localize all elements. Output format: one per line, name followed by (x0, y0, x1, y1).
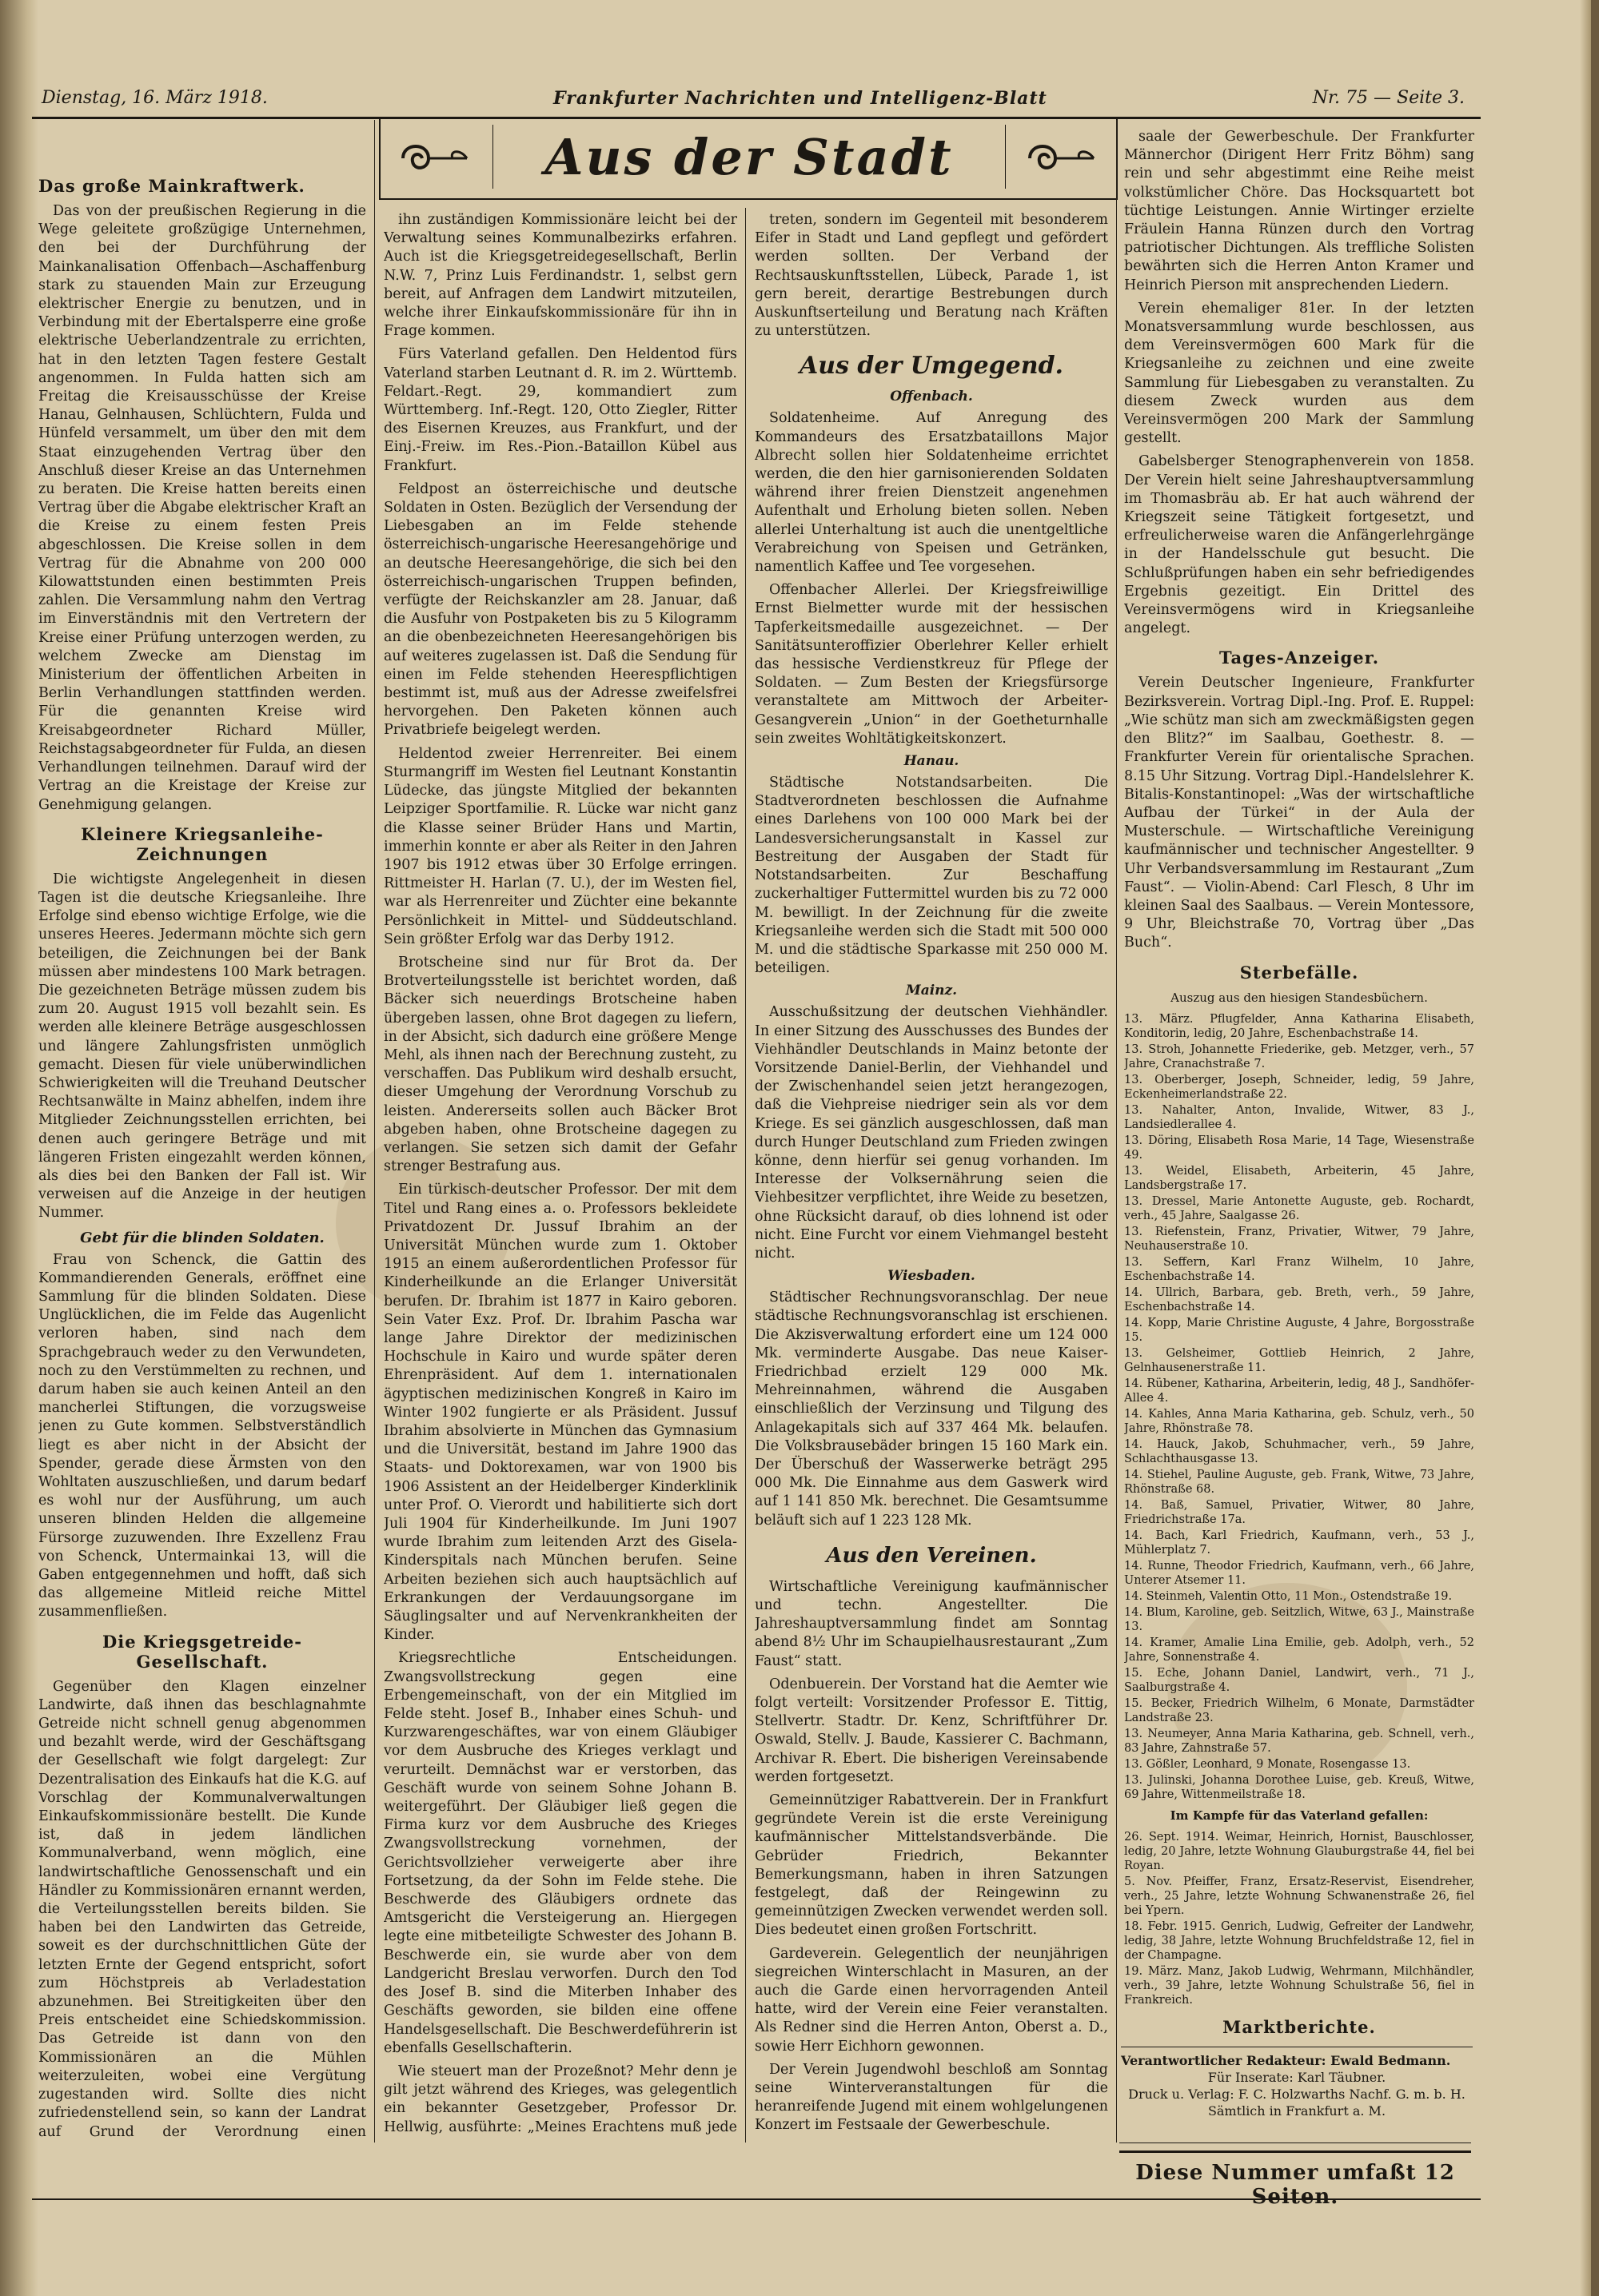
article-text: Frau von Schenck, die Gattin des Kommandierenden Generals, eröffnet eine Sammlung für die blinden Soldaten. Diese Unglücklichen, die im Felde das Augenlicht verloren haben, sind nach dem Sprachgebrauch weder zu den Verwundeten, noch zu den Verstümmelten zu rechnen, und darum haben sie auch keinen Anteil an den mancherlei Stiftungen, die vorzugsweise jenen zu Gute kommen. Selbstverständlich liegt es aber nicht in der Absicht der Spender, gerade diese Ärmsten von den Wohltaten auszuschließen, und darum bedarf es wohl nur der Ausführung, um auch unseren blinden Helden die allgemeine Fürsorge zuzuwenden. Ihre Exzellenz Frau von Schenck, Untermainkai 13, will die Gaben entgegennehmen und hofft, daß sich das allgemeine Mitleid reiche Mittel zusammenfließen. (38, 1251, 366, 1620)
issue-date: Dienstag, 16. März 1918. (42, 88, 268, 108)
death-notice: 13. Oberberger, Joseph, Schneider, ledig, 59 Jahre, Eckenheimerlandstraße 22. (1124, 1073, 1474, 1101)
imprint-location: Sämtlich in Frankfurt a. M. (1207, 2103, 1386, 2119)
place-heading: Mainz. (905, 983, 958, 999)
column-rule (374, 120, 375, 2143)
article-text: Der Verein Jugendwohl beschloß am Sonntag seine Winterveranstaltungen für die heranreifende Jugend mit einem wohlgelungenen Konzert im Festsaale der Gewerbeschule. (755, 2061, 1108, 2134)
imprint-printer: Druck u. Verlag: F. C. Holzwarths Nachf. G. m. b. H. (1128, 2087, 1465, 2102)
article-text: Soldatenheime. Auf Anregung des Kommandeurs des Ersatzbataillons Major Albrecht sollen hier Soldatenheime errichtet werden, die den hier garnisonierenden Soldaten während ihrer freien Dienstzeit angenehmen Aufenthalt und Erholung bieten sollen. Neben allerlei Unterhaltung ist auch die unentgeltliche Verabreichung von Speisen und Getränken, namentlich Kaffee und Tee vorgesehen. (755, 410, 1108, 576)
column-rule (1116, 120, 1117, 2143)
section-subheading: Auszug aus den hiesigen Standesbüchern. (1170, 990, 1428, 1005)
article-text: Brotscheine sind nur für Brot da. Der Brotverteilungsstelle ist berichtet worden, daß Bäcker sich neuerdings Brotscheine haben übergeben lassen, ohne Brot dagegen zu liefern, in der Absicht, sich dadurch eine größere Menge Mehl, als ihnen nach der Berechnung zusteht, zu verschaffen. Das Publikum wird deshalb ersucht, dieser Umgehung der Verordnung Vorschub zu leisten. Andererseits sollen auch Bäcker Brot abgeben haben, ohne Brotscheine dagegen zu verlangen. Sie setzen sich damit der Gefahr strenger Bestrafung aus. (384, 954, 737, 1175)
death-notice: 14. Ullrich, Barbara, geb. Breth, verh., 59 Jahre, Eschenbachstraße 14. (1124, 1286, 1474, 1313)
article-text: Das von der preußischen Regierung in die Wege geleitete großzügige Unternehmen, den bei der Durchführung der Mainkanalisation Offenbach—Aschaffenburg stark zu stauenden Main zur Erzeugung elektrischer Energie zu benutzen, und in Verbindung mit der Ebertalsperre eine große elektrische Ueberlandzentrale zu errichten, hat in den letzten Tagen festere Gestalt angenommen. In Fulda hatten sich am Freitag die Kreisausschüsse der Kreise Hanau, Gelnhausen, Schlüchtern, Fulda und Hünfeld versammelt, um über den mit dem Staat einzugehenden Vertrag über den Anschluß dieser Kreise an das Unternehmen zu beraten. Die Kreise hatten bereits einen Vertrag über die Abgabe elektrischer Kraft an die Kreise zu einem festen Preis abgeschlossen. Die Kreise sollen in dem Vertrag für die Abnahme von 200 000 Kilowattstunden einen bestimmten Preis zahlen. Die Versammlung nahm den Vertrag im Einverständnis mit den Vertretern der Kreise einer Prüfung unterzogen werden, zu welchem Zwecke am Dienstag im Ministerium der öffentlichen Arbeiten in Berlin Verhandlungen stattfinden werden. Für die genannten Kreise wird Kreisabgeordneter Richard Müller, Reichstagsabgeordneter für Fulda, an diesen Verhandlungen teilnehmen. Darauf wird der Vertrag an die Kreistage der Kreise zur Genehmigung gelangen. (38, 203, 366, 813)
death-notice: 14. Runne, Theodor Friedrich, Kaufmann, verh., 66 Jahre, Unterer Atsemer 11. (1124, 1559, 1474, 1587)
article-text: Kriegsrechtliche Entscheidungen. Zwangsvollstreckung gegen eine Erbengemeinschaft, von der ein Mitglied im Felde steht. Josef B., Inhaber eines Schuh- und Kurzwarengeschäftes, war von einem Gläubiger vor dem Ausbruche des Krieges verklagt und verurteilt. Demnächst war er verstorben, das Geschäft wurde von seinem Sohne Johann B. weitergeführt. Der Gläubiger ließ gegen die Firma kurz vor dem Ausbruche des Krieges Zwangsvollstreckung vornehmen, der Gerichtsvollzieher verweigerte aber ihre Fortsetzung, da der Sohn im Felde stehe. Die Beschwerde des Gläubigers ordnete das Amtsgericht die Versteigerung an. Hiergegen legte eine mitbeteiligte Schwester des Johann B. Beschwerde ein, sie wurde aber von dem Landgericht Breslau verworfen. Durch den Tod des Josef B. sind die Miterben Inhaber des Geschäfts geworden, sie bilden eine offene Handelsgesellschaft. Die Beschwerdeführerin ist ebenfalls Gesellschafterin. (384, 1650, 737, 2056)
newspaper-name: Frankfurter Nachrichten und Intelligenz-Blatt (553, 88, 1047, 109)
ornament-right-icon (1022, 136, 1102, 181)
death-notice: 13. Stroh, Johannette Friederike, geb. Metzger, verh., 57 Jahre, Cranachstraße 7. (1124, 1042, 1474, 1070)
imprint-ads: Für Inserate: Karl Täubner. (1207, 2070, 1386, 2085)
death-notice: 14. Hauck, Jakob, Schuhmacher, verh., 59 Jahre, Schlachthausgasse 13. (1124, 1437, 1474, 1465)
article-text: Odenbuerein. Der Vorstand hat die Aemter wie folgt verteilt: Vorsitzender Professor E. Tittig, Stellvertr. Stadtr. Dr. Kenz, Schriftführer Dr. Oswald, Stellv. J. Baude, Kassierer C. Bachmann, Archivar R. Ebert. Die bisherigen Vereinsabende werden fortgesetzt. (755, 1676, 1108, 1785)
article-text: Wie steuert man der Prozeßnot? Mehr denn je gilt jetzt während des Krieges, was gelegentlich ein bekannter Gesetzgeber, Professor Dr. Hellwig, ausführte: „Meines Erachtens muß jede (384, 2063, 737, 2135)
death-notice: 15. Eche, Johann Daniel, Landwirt, verh., 71 J., Saalburgstraße 4. (1124, 1666, 1474, 1694)
place-heading: Offenbach. (890, 389, 973, 405)
article-text: Gabelsberger Stenographenverein von 1858. Der Verein hielt seine Jahreshauptversammlung im Thomasbräu ab. Er hat auch während der Kriegszeit seine Tätigkeit fortgesetzt, und erfreulicherweise waren die Anfängerlehrgänge in der Handelsschule gut besucht. Die Schlußprüfungen haben ein sehr befriedigendes Ergebnis gezeitigt. Ein Drittel des Vereinsvermögens wird in Kriegsanleihe angelegt. (1124, 453, 1474, 637)
article-text: treten, sondern im Gegenteil mit besonderem Eifer in Stadt und Land gepflegt und gefördert werden sollten. Der Verband der Rechtsauskunftsstellen, Lübeck, Parade 1, ist gern bereit, derartige Bestrebungen durch Auskunftserteilung und Beratung nach Kräften zu unterstützen. (755, 212, 1108, 340)
place-heading: Wiesbaden. (887, 1268, 975, 1285)
death-notices-list (1124, 1012, 1474, 1802)
death-notice: 14. Rübener, Katharina, Arbeiterin, ledig, 48 J., Sandhöfer-Allee 4. (1124, 1377, 1474, 1405)
article-text: Offenbacher Allerlei. Der Kriegsfreiwillige Ernst Bielmetter wurde mit der hessischen Tapferkeitsmedaille ausgezeichnet. — Der Sanitätsunteroffizier Oberlehrer Keller erhielt das hessische Verdienstkreuz für Pflege der Soldaten. — Zum Besten der Kriegsfürsorge veranstaltete am Mittwoch der Arbeiter-Gesangverein „Union“ in der Goetheturnhalle sein zweites Wohltätigkeitskonzert. (755, 582, 1108, 747)
section-heading: Aus den Vereinen. (826, 1543, 1037, 1568)
article-heading: Die Kriegsgetreide-Gesellschaft. (102, 1631, 302, 1672)
ornament-left-icon (395, 136, 475, 181)
fallen-heading: Im Kampfe für das Vaterland gefallen: (1170, 1808, 1429, 1823)
death-notice: 14. Kopp, Marie Christine Auguste, 4 Jahre, Borgosstraße 15. (1124, 1316, 1474, 1344)
death-notice: 15. Becker, Friedrich Wilhelm, 6 Monate, Darmstädter Landstraße 23. (1124, 1696, 1474, 1724)
death-notice: 13. Dressel, Marie Antonette Auguste, geb. Rochardt, verh., 45 Jahre, Saalgasse 26. (1124, 1194, 1474, 1222)
death-notice: 13. Gelsheimer, Gottlieb Heinrich, 2 Jahre, Gelnhausenerstraße 11. (1124, 1346, 1474, 1374)
article-text: Heldentod zweier Herrenreiter. Bei einem Sturmangriff im Westen fiel Leutnant Konstantin Lüdecke, das jüngste Mitglied der bekannten Leipziger Sportfamilie. R. Lücke war nicht ganz die Klasse seiner Brüder Hans und Martin, immerhin konnte er aber als Reiter in den Jahren 1907 bis 1912 etwas über 30 Erfolge erringen. Rittmeister H. Harlan (7. U.), der im Westen fiel, war als Herrenreiter und Züchter eine bekannte Persönlichkeit in Mittel- und Süddeutschland. Sein größter Erfolg war das Derby 1912. (384, 745, 737, 947)
death-notice: 14. Kramer, Amalie Lina Emilie, geb. Adolph, verh., 52 Jahre, Sonnenstraße 4. (1124, 1636, 1474, 1664)
death-notice: 13. Julinski, Johanna Dorothee Luise, geb. Kreuß, Witwe, 69 Jahre, Wittenmeilstraße 18. (1124, 1773, 1474, 1801)
section-heading: Marktberichte. (1222, 2016, 1376, 2037)
page-number: Nr. 75 — Seite 3. (1312, 88, 1465, 108)
column-2 (384, 211, 737, 2138)
article-text: Gardeverein. Gelegentlich der neunjährigen siegreichen Winterschlacht in Masuren, an der auch die Garde einen hervorragenden Anteil hatte, wird der Verein eine Feier veranstalten. Als Redner sind die Herren Anton, Oberst a. D., sowie Herr Eichhorn gewonnen. (755, 1945, 1108, 2055)
column-4 (1124, 128, 1474, 2039)
section-title-frame (492, 125, 1006, 189)
article-text: Ausschußsitzung der deutschen Viehhändler. In einer Sitzung des Ausschusses des Bundes der Viehhändler Deutschlands in Mainz betonte der Vorsitzende Daniel-Berlin, der Viehhandel und der Zwischenhandel seien jetzt herangezogen, daß die Viehpreise niedriger sein als vor dem Kriege. Es sei gänzlich ausgeschlossen, daß man durch Hunger Deutschland zum Frieden zwingen könne, denn hierfür sei genug vorhanden. Im Interesse der Volksernährung seien die Viehbesitzer verpflichtet, ihre Weide zu besetzen, ohne Rücksicht darauf, ob dies lohnend ist oder nicht. Eine Furcht vor einem Viehmangel besteht nicht. (755, 1004, 1108, 1262)
death-notice: 14. Kahles, Anna Maria Katharina, geb. Schulz, verh., 50 Jahre, Rhönstraße 78. (1124, 1407, 1474, 1435)
bottom-rule (32, 2198, 1481, 2200)
death-notice: 13. Nahalter, Anton, Invalide, Witwer, 83 J., Landsiedlerallee 4. (1124, 1103, 1474, 1131)
article-text: Ein türkisch-deutscher Professor. Der mit dem Titel und Rang eines a. o. Professors bekleidete Privatdozent Dr. Jussuf Ibrahim an der Universität München wurde zum 1. Oktober 1915 an einem außerordentlichen Professor für Kinderheilkunde an die Erlanger Universität berufen. Dr. Ibrahim ist 1877 in Kairo geboren. Sein Vater Exz. Prof. Dr. Ibrahim Pascha war lange Jahre Direktor der medizinischen Hochschule in Kairo und wurde später deren Ehrenpräsident. Auf dem 1. internationalen ägyptischen medizinischen Kongreß in Kairo im Winter 1902 fungierte er als Präsident. Jussuf Ibrahim absolvierte in München das Gymnasium und die Universität, bestand im Jahre 1900 das Staats- und Doktorexamen, war von 1900 bis 1906 Assistent an der Heidelberger Kinderklinik unter Prof. O. Vierordt und habilitierte sich dort Juli 1904 für Kinderheilkunde. Im Juni 1907 wurde Ibrahim zum leitenden Arzt des Gisela-Kinderspitals nach München berufen. Seine Arbeiten beziehen sich auch hauptsächlich auf Erkrankungen der Verdauungsorgane im Säuglingsalter und auf Nervenkrankheiten der Kinder. (384, 1182, 737, 1644)
death-notice: 13. März. Pflugfelder, Anna Katharina Elisabeth, Konditorin, ledig, 20 Jahre, Eschenbachstraße 14. (1124, 1012, 1474, 1040)
masthead (42, 83, 1465, 112)
death-notice: 13. Riefenstein, Franz, Privatier, Witwer, 79 Jahre, Neuhauserstraße 10. (1124, 1225, 1474, 1253)
section-heading: Aus der Umgegend. (800, 352, 1063, 381)
death-notice: 14. Baß, Samuel, Privatier, Witwer, 80 Jahre, Friedrichstraße 17a. (1124, 1498, 1474, 1526)
article-heading: Kleinere Kriegsanleihe-Zeichnungen (81, 823, 324, 864)
column-rule (745, 208, 746, 2143)
column-3 (755, 211, 1108, 2138)
death-notice: 13. Seffern, Karl Franz Wilhelm, 10 Jahre, Eschenbachstraße 14. (1124, 1255, 1474, 1283)
page-fold-shadow (0, 0, 38, 2296)
article-text: Feldpost an österreichische und deutsche Soldaten in Osten. Bezüglich der Versendung der Liebesgaben an im Felde stehende österreichisch-ungarische Heeresangehörige und an deutsche Heeresangehörige, die sich bei den österreichisch-ungarischen Truppen befinden, verfügte der Reichskanzler am 28. Januar, daß die Ausfuhr von Postpaketen bis zu 5 Kilogramm an die obenbezeichneten Heeresangehörigen bis auf weiteres zugelassen ist. Daß die Sendung für einen im Felde stehenden Heerespflichtigen bestimmt ist, muß aus der Adresse zweifelsfrei hervorgehen. Den Paketen können auch Privatbriefe beigelegt werden. (384, 480, 737, 739)
article-text: Verein Deutscher Ingenieure, Frankfurter Bezirksverein. Vortrag Dipl.-Ing. Prof. E. Ruppel: „Wie schütz man sich am zweckmäßigsten gegen den Blitz?“ im Saalbau, Goethestr. 8. — Frankfurter Verein für orientalische Sprachen. 8.15 Uhr Sitzung. Vortrag Dipl.-Handelslehrer K. Bitalis-Konstantinopel: „Was der wirtschaftliche Aufbau der Türkei“ in der Aula der Musterschule. — Wirtschaftliche Vereinigung kaufmännischer und technischer Angestellter. 9 Uhr Verbandsversammlung im Restaurant „Zum Faust“. — Violin-Abend: Carl Flesch, 8 Uhr im kleinen Saal des Saalbaus. — Verein Montessore, 9 Uhr, Bleichstraße 70, Vortrag über „Das Buch“. (1124, 675, 1474, 951)
fallen-soldier-notice: 5. Nov. Pfeiffer, Franz, Ersatz-Reservist, Eisendreher, verh., 25 Jahre, letzte Wohnung Schwanenstraße 26, fiel bei Ypern. (1124, 1875, 1474, 1917)
death-notice: 13. Döring, Elisabeth Rosa Marie, 14 Tage, Wiesenstraße 49. (1124, 1134, 1474, 1162)
fallen-soldier-notice: 26. Sept. 1914. Weimar, Heinrich, Hornist, Bauschlosser, ledig, 20 Jahre, letzte Wohnung Glauburgstraße 44, fiel bei Royan. (1124, 1830, 1474, 1872)
section-title: Aus der Stadt (544, 127, 954, 186)
fallen-soldier-notice: 19. März. Manz, Jakob Ludwig, Wehrmann, Milchhändler, verh., 39 Jahre, letzte Wohnung Schulstraße 56, fiel in Frankreich. (1124, 1964, 1474, 2007)
article-text: Städtischer Rechnungsvoranschlag. Der neue städtische Rechnungsvoranschlag ist erschienen. Die Akzisverwaltung erfordert eine um 124 000 Mk. verminderte Ausgabe. Das neue Kaiser-Friedrichbad erzielt 129 000 Mk. Mehreinnahmen, während die Ausgaben einschließlich der Verzinsung und Tilgung des Anlagekapitals sich auf 337 464 Mk. belaufen. Die Volksbrausebäder bringen 15 160 Mark ein. Der Überschuß der Wasserwerke beträgt 295 000 Mk. Die Einnahme aus dem Gaswerk wird auf 1 141 850 Mk. berechnet. Die Gesamtsumme beläuft sich auf 1 223 128 Mk. (755, 1290, 1108, 1529)
death-notice: 13. Weidel, Elisabeth, Arbeiterin, 45 Jahre, Landsbergstraße 17. (1124, 1164, 1474, 1192)
fallen-soldiers-list (1124, 1830, 1474, 2007)
article-text: Städtische Notstandsarbeiten. Die Stadtverordneten beschlossen die Aufnahme eines Darlehens von 100 000 Mark bei der Landesversicherungsanstalt in Kassel zur Bestreitung der Ausgaben der Stadt für Notstandsarbeiten. Zur Beschaffung zuckerhaltiger Futtermittel wurden bis zu 72 000 M. bewilligt. In der Zeichnung für die zweite Kriegsanleihe werden sich die Stadt mit 500 000 M. und die städtische Sparkasse mit 250 000 M. beteiligen. (755, 775, 1108, 977)
article-text: Gemeinnütziger Rabattverein. Der in Frankfurt gegründete Verein ist die erste Vereinigung kaufmännischer Mittelstandsverbände. Die Gebrüder Friedrich, Bekannter Bemerkungsmann, haben in ihren Satzungen festgelegt, daß der Reingewinn zu gemeinnützigen Zwecken verwendet werden soll. Dies bedeutet einen großen Fortschritt. (755, 1792, 1108, 1939)
article-text: Wirtschaftliche Vereinigung kaufmännischer und techn. Angestellter. Die Jahreshauptversammlung findet am Sonntag abend 8½ Uhr im Schaupielhausrestaurant „Zum Faust“ statt. (755, 1578, 1108, 1669)
place-heading: Hanau. (903, 753, 959, 770)
article-text: ihn zuständigen Kommissionäre leicht bei der Verwaltung seines Kommunalbezirks erfahren. Auch ist die Kriegsgetreidegesellschaft, Berlin N.W. 7, Prinz Luis Ferdinandstr. 1, selbst gern bereit, auf Anfragen dem Landwirt mitzuteilen, welche ihrer Einkaufskommissionäre für ihn in Frage kommen. (384, 212, 737, 340)
page-edge-shadow (1580, 0, 1591, 2296)
article-text: Die wichtigste Angelegenheit in diesen Tagen ist die deutsche Kriegsanleihe. Ihre Erfolge sind ebenso wichtige Erfolge, wie die unseres Heeres. Jedermann möchte sich gern beteiligen, die Zeichnungen bei der Bank müssen aber mindestens 100 Mark betragen. Die gezeichneten Beträge müssen zudem bis zum 20. August 1915 voll bezahlt sein. Es werden alle kleinere Beträge ausgeschlossen und längere Zahlungsfristen unmöglich gemacht. Diesen für viele unüberwindlichen Schwierigkeiten will die Treuhand Deutscher Rechtsanwälte in Mainz abhelfen, indem ihre Mitglieder Zeichnungsstellen errichten, bei denen auch geringere Beträge und mit längeren Fristen eingezahlt werden können, als dies bei den Banken der Fall ist. Wir verweisen auf die Anzeige in der heutigen Nummer. (38, 871, 366, 1222)
death-notice: 14. Bach, Karl Friedrich, Kaufmann, verh., 53 J., Mühlerplatz 7. (1124, 1529, 1474, 1557)
page-count-note: Diese Nummer umfaßt 12 Seiten. (1119, 2151, 1471, 2209)
fallen-soldier-notice: 18. Febr. 1915. Genrich, Ludwig, Gefreiter der Landwehr, ledig, 38 Jahre, letzte Wohnung Bruchfeldstraße 12, fiel in der Champagne. (1124, 1919, 1474, 1962)
article-text: saale der Gewerbeschule. Der Frankfurter Männerchor (Dirigent Herr Fritz Böhm) sang rein und sehr abgestimmt eine Reihe meist volkstümlicher Chöre. Das Hocksquartett bot tüchtige Leistungen. Annie Wirtinger erzielte Fräulein Hanna Rünzen durch den Vortrag patriotischer Dichtungen. Als treffliche Solisten bewährten sich die Herren Anton Kramer und Heinrich Pierson mit ansprechenden Liedern. (1124, 129, 1474, 293)
article-heading: Gebt für die blinden Soldaten. (80, 1229, 325, 1246)
section-title-box (379, 117, 1118, 200)
imprint (1121, 2047, 1473, 2119)
article-text: Gegenüber den Klagen einzelner Landwirte, daß ihnen das beschlagnahmte Getreide nicht schnell genug abgenommen und bezahlt werde, wird der Geschäftsgang der Gesellschaft wie folgt dargelegt: Zur Dezentralisation des Einkaufs hat die K.G. auf Vorschlag der Kommunalverwaltungen Einkaufskommissionäre bestellt. Die Kunde ist, daß in jedem ländlichen Kommunalverband, wenn möglich, eine landwirtschaftliche Genossenschaft und ein Händler zu Kommissionären ernannt werden, die Verteilungsstellen bereits bilden. Sie haben bei den Landwirten das Getreide, soweit es der durchschnittlichen Güte der letzten Ernte der Gegend entspricht, sofort zum Höchstpreis ab Verladestation abzunehmen. Bei Streitigkeiten über den Preis entscheidet eine Schiedskommission. Das Getreide ist dann von den Kommissionären an die Mühlen weiterzuleiten, wobei eine Vergütung zugestanden wird. Sollte dies nicht zufriedenstellend sein, so kann der Landrat auf Grund der Verordnung einen (38, 1678, 366, 2140)
death-notice: 13. Gößler, Leonhard, 9 Monate, Rosengasse 13. (1124, 1757, 1411, 1771)
article-heading: Das große Mainkraftwerk. (38, 176, 305, 196)
section-heading: Sterbefälle. (1239, 962, 1359, 983)
section-heading: Tages-Anzeiger. (1218, 648, 1380, 668)
article-text: Fürs Vaterland gefallen. Den Heldentod fürs Vaterland starben Leutnant d. R. im 2. Württemb. Feldart.-Regt. 29, kommandiert zum Württemberg. Inf.-Regt. 120, Otto Ziegler, Ritter des Eisernen Kreuzes, aus Frankfurt, und der Einj.-Freiw. im Res.-Pion.-Bataillon Kübel aus Frankfurt. (384, 346, 737, 474)
death-notice: 14. Stiehel, Pauline Auguste, geb. Frank, Witwe, 73 Jahre, Rhönstraße 68. (1124, 1468, 1474, 1496)
death-notice: 14. Steinmeh, Valentin Otto, 11 Mon., Ostendstraße 19. (1124, 1589, 1453, 1603)
death-notice: 13. Neumeyer, Anna Maria Katharina, geb. Schnell, verh., 83 Jahre, Zahnstraße 57. (1124, 1727, 1474, 1755)
column-1 (38, 166, 366, 2141)
imprint-editor: Verantwortlicher Redakteur: Ewald Bedmann. (1121, 2047, 1473, 2069)
article-text: Verein ehemaliger 81er. In der letzten Monatsversammlung wurde beschlossen, aus dem Vereinsvermögen 600 Mark für die Kriegsanleihe zu zeichnen und eine zweite Sammlung für Liebesgaben zu veranstalten. Zu diesem Zweck wurden aus dem Vereinsvermögen 200 Mark der Sammlung gestellt. (1124, 300, 1474, 447)
death-notice: 14. Blum, Karoline, geb. Seitzlich, Witwe, 63 J., Mainstraße 13. (1124, 1605, 1474, 1633)
